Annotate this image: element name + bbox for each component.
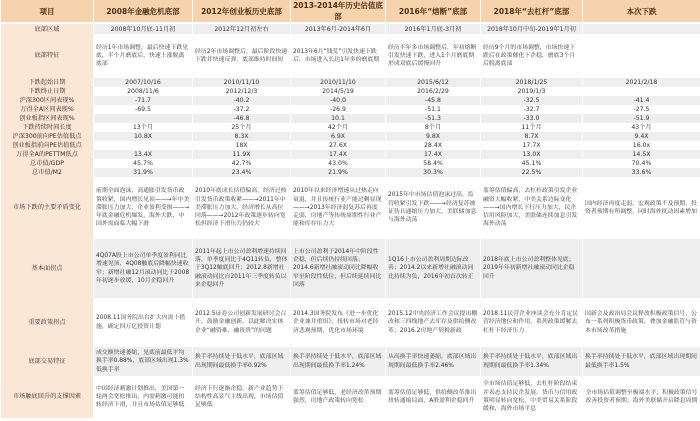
row-label: 总市值/M2 — [1, 168, 93, 177]
cell: 9.8X — [386, 132, 480, 141]
row-label: 基本面拐点 — [1, 239, 93, 298]
table-row-decline-duration — [1, 123, 700, 132]
cell: 2015年中市场估值泡沫过高，监管收紧引发下跌——→经济复苏被证伪且通缩压力加大，美联储加息与海外动荡 — [386, 177, 480, 239]
table-row-main-contradiction — [1, 177, 700, 239]
row-label: 创业板指前向PE估值低点 — [1, 141, 93, 150]
cell: 2015/6/12 — [386, 78, 480, 87]
row-label: 创业板指区间表现% — [1, 114, 93, 123]
cell: 2015.12中央经济工作会议提出棚改和三四线地产去库存及供给侧改革；2016.2房地产契税新政 — [386, 298, 480, 347]
cell: -45.8 — [386, 96, 480, 105]
cell: 2018年10月中旬-2019年1月初 — [481, 24, 582, 34]
cell: 58.4% — [386, 159, 480, 168]
cell: 22.5% — [481, 168, 582, 177]
cell: -51.3 — [386, 114, 480, 123]
cell: 2012年12月初左右 — [193, 24, 290, 34]
cell: 17.4X — [291, 150, 385, 159]
header-2012-bottom: 2012年创业板历史底部 — [193, 0, 290, 24]
cell: 经历2年市场调整后，最后阶段快速下跌并快速反弹，底部维持时间短 — [193, 34, 290, 78]
cell: 10.1 — [291, 114, 385, 123]
cell: 换手率持续处于低水平，底部区域出现期间最低换手率1.5% — [583, 347, 700, 376]
cell: 2016/2/29 — [386, 87, 480, 96]
row-label: 重要政策拐点 — [1, 298, 93, 347]
cell: 国内经济再度走弱，宏观政策不及预期，投资者预期有所调整，同时海外扰动因素增加 — [583, 177, 700, 239]
table-row-chinext-return — [1, 114, 700, 123]
cell: 23.4% — [193, 168, 290, 177]
cell: -26.9 — [291, 105, 385, 114]
header-2008-bottom: 2008年金融危机底部 — [94, 0, 192, 24]
table-row-hs300-return — [1, 96, 700, 105]
cell: 42.7% — [193, 159, 290, 168]
cell: 2013年6月-2014年6月 — [291, 24, 385, 34]
header-2016-bottom: 2016年“熔断”底部 — [386, 0, 480, 24]
row-label: 万得全A区间表现% — [1, 105, 93, 114]
row-label: 底部特征 — [1, 34, 93, 78]
cell — [583, 239, 700, 298]
cell: -40.0 — [291, 96, 385, 105]
row-label: 总市值/GDP — [1, 159, 93, 168]
cell: 2019/1/3 — [481, 87, 582, 96]
cell: 42个月 — [291, 123, 385, 132]
cell: -37.2 — [193, 105, 290, 114]
cell: 11.9X — [193, 150, 290, 159]
cell: 2018.11民营企业座谈会充分肯定民营经济地位和作用，系列政策缓解去杠杆下经济压力 — [481, 298, 582, 347]
table-row-policy-turning-point — [1, 298, 700, 347]
cell: 4Q07A股上市公司单季度盈利同比增速见顶，4Q08触底后降幅快速收窄；新增社融12月滚动同比于2008年初逐步放缓，10月企稳回升 — [94, 239, 192, 298]
cell: 8.3X — [193, 132, 290, 141]
cell: 9.4X — [583, 132, 700, 141]
cell — [94, 141, 192, 150]
cell: -46.8 — [193, 114, 290, 123]
cell: 13个月 — [94, 123, 192, 132]
cell: 换手率持续处于低水平，底部区域出现期间最低换手率1.24% — [291, 347, 385, 376]
cell: 经历半年多市场调整后，年初熔断引发快速下跌，进入1个月磨底期形成双底后缓慢回升 — [386, 34, 480, 78]
cell: -40.2 — [193, 96, 290, 105]
table-row-decline-start — [1, 78, 700, 87]
row-label: 万得全A的PETTM低点 — [1, 150, 93, 159]
cell: 2007/10/16 — [94, 78, 192, 87]
cell: 全市场估值调整至极端水平；积极政策信号改善投资者预期；海外美联储开启降息周期 — [583, 376, 700, 418]
cell: 经历1年市场调整，最后快速下跌见底，半个月磨底后，快速上涨脱离底部 — [94, 34, 192, 78]
cell: 2008/11/6 — [94, 87, 192, 96]
cell: 8个月 — [386, 123, 480, 132]
cell: 2021/2/18 — [583, 78, 700, 87]
cell: 25个月 — [193, 123, 290, 132]
cell: 8.7X — [481, 132, 582, 141]
row-label: 底部交易特征 — [1, 347, 93, 376]
cell: 45.7% — [94, 159, 192, 168]
cell: 换手率持续处于低水平，底部区域出现期间最低换手率0.92% — [193, 347, 290, 376]
cell: 蓝筹估值足够低，供给侧改革推出扭转通缩局面，A股盈利企稳回升 — [386, 376, 480, 418]
cell — [583, 24, 700, 34]
cell: 经济下行逐渐企稳，新产业趋势下结构性高景气主线出现，市场估值足够低 — [193, 376, 290, 418]
cell: 43.0% — [291, 159, 385, 168]
row-label: 沪深300区间表现% — [1, 96, 93, 105]
header-current-decline: 本次下跌 — [583, 0, 700, 24]
cell: -32.7 — [481, 105, 582, 114]
table-row-mcap-gdp — [1, 159, 700, 168]
cell: 成交额快速萎缩，见底前最低平均换手率0.88%，底部区域出现1.3%低换手率 — [94, 347, 192, 376]
table-row-bottom-region — [1, 24, 700, 34]
cell: 2008年10月底-11月初 — [94, 24, 192, 34]
cell: -69.5 — [94, 105, 192, 114]
cell: -27.5 — [583, 105, 700, 114]
cell: 2014.3国务院发布《进一步优化企业兼并重组》，扭转市场对老经济悲观预期，优化市场环境 — [291, 298, 385, 347]
header-item: 项目 — [1, 0, 93, 24]
cell: 2012.5证券公司创新发展研讨会召开，鼓励金融创新，以此解决实体企业“融资难、融资贵”的问题 — [193, 298, 290, 347]
cell: 中国经济刺激计划推出，美国第一轮两会宽松推出，内需刺激可能扭转经济下滑，并且市场估值足够低 — [94, 376, 192, 418]
cell: 13.0X — [481, 150, 582, 159]
table-row-chinext-pe-low — [1, 141, 700, 150]
row-label: 市场触底回升的支撑因素 — [1, 376, 93, 418]
cell: 蓝筹估值偏高，去杠杆政策引发企业融资大幅收紧，中美关系边际变化——→国内增长下行压力加大，民企信用风险加大，美联储连续加息引发海外动荡 — [481, 177, 582, 239]
cell: 2011年起上市公司盈利增速持续回落，单季度同比于4Q11转负，整体于3Q12触底回升；2012.8新增社融滚动同比自2011年三季度转负以来企稳回升 — [193, 239, 290, 298]
cell: 2016年1月底-3月初 — [386, 24, 480, 34]
cell: -51.1 — [386, 105, 480, 114]
cell: 换手率持续处于低水平，底部区域出现期间最低换手率1.34% — [481, 347, 582, 376]
cell: 全市场估值足够低，去杠杆阶段结束并表态支持民企发展，货币与信用政策明显转向宽松，中美贸易关系阶段缓和，海外市场平息 — [481, 376, 582, 418]
header-row — [1, 0, 700, 24]
cell: -51.9 — [583, 114, 700, 123]
row-label: 底部区域 — [1, 24, 93, 34]
table-row-bottom-trading — [1, 347, 700, 376]
cell: 21.9% — [291, 168, 385, 177]
cell: 2014/5/19 — [291, 87, 385, 96]
cell: 27.6X — [291, 141, 385, 150]
cell: 2008.11国务院出台扩大内需十措施，确定四万亿投资计划 — [94, 298, 192, 347]
cell: 16.0x — [583, 141, 700, 150]
row-label: 下跌持续时间长度 — [1, 123, 93, 132]
cell: -32.5 — [481, 96, 582, 105]
row-label: 下跌终止日期 — [1, 87, 93, 96]
cell: 70.4% — [583, 159, 700, 168]
cell: 经历9个月的市场调整，市场快速下跌后在政策催化下企稳，磨底3个月后脱离底部 — [481, 34, 582, 78]
cell: 2018年底上市公司盈利整体见底；2019年年初新增社融滚动同比企稳回升 — [481, 239, 582, 298]
header-2013-2014-bottom: 2013-2014年历史估值底部 — [291, 0, 385, 24]
table-row-mcap-m2 — [1, 168, 700, 177]
cell: 10.8X — [94, 132, 192, 141]
cell: 30.3% — [386, 168, 480, 177]
table-row-wind-a-pettm-low — [1, 150, 700, 159]
cell: 蓝筹估值足够低，老经济改革预期强烈，房地产政策转向宽松 — [291, 376, 385, 418]
cell: 43个月 — [583, 123, 700, 132]
cell: 国新会及政治局会议释放积极政策信号，公布一系列积极货币政策，叠加金融监管与资本市场改革措施 — [583, 298, 700, 347]
cell: 13.4X — [94, 150, 192, 159]
cell: 前期全面泡沫，高通胀引发货币政策收紧，国内增长见顶——→年中美滞胀压力加大，企业盈利受损——→年底金融危机爆发，海外大跌，中国外需面临大幅下滑 — [94, 177, 192, 239]
cell: 11个月 — [481, 123, 582, 132]
table-row-bottom-features — [1, 34, 700, 78]
cell: 31.9% — [94, 168, 192, 177]
cell: -71.7 — [94, 96, 192, 105]
cell: -41.4 — [583, 96, 700, 105]
cell: 45.1% — [481, 159, 582, 168]
cell: 6.9X — [291, 132, 385, 141]
cell: 2010/11/10 — [193, 78, 290, 87]
cell: 18X — [193, 141, 290, 150]
table-row-fundamental-turning-point — [1, 239, 700, 298]
cell: 17.4X — [386, 150, 480, 159]
cell: 33.6% — [583, 168, 700, 177]
cell: 2010/11/10 — [291, 78, 385, 87]
cell: 2010年以来经济增速从过热走向衰退，并且传统行业产能过剩显现——→2013年经济弱复苏后再度走弱，房地产等传统周期性行业产能和库存压力大 — [291, 177, 385, 239]
cell: 2010年底成长估值偏高，经济过热引发货币政策收紧——→2011年中美滞胀压力加大，经济增长从高位回落——→2012年政策逐步转向宽松但经济下滑压力仍较大 — [193, 177, 290, 239]
cell: 17.7X — [481, 141, 582, 150]
table-row-hs300-pe-low — [1, 132, 700, 141]
cell: 上市公司盈利于2014年中阶段性企稳，但后续仍持续回落；2014.6新增社融滚动同比降幅收窄至阶段性低位，但后续延续同比回落 — [291, 239, 385, 298]
row-label: 市场下跌的主要矛盾变化 — [1, 177, 93, 239]
row-label: 沪深300前向PE估值低点 — [1, 132, 93, 141]
cell: 2012/12/3 — [193, 87, 290, 96]
cell — [94, 114, 192, 123]
cell: 28.4X — [386, 141, 480, 150]
table-row-wind-a-return — [1, 105, 700, 114]
cell: 2018/1/25 — [481, 78, 582, 87]
cell: 从高换手率快速萎缩，底部区域出现期间最低换手率2.46% — [386, 347, 480, 376]
table-row-rebound-support — [1, 376, 700, 418]
cell: -33.0 — [481, 114, 582, 123]
cell — [583, 34, 700, 78]
cell: 14.5X — [583, 150, 700, 159]
table-row-decline-end — [1, 87, 700, 96]
cell — [583, 87, 700, 96]
cell: 1Q16上市公司盈利周期边际改善；2014.2以来新增社融滚动同比持续为负，2016年初首次转正 — [386, 239, 480, 298]
row-label: 下跌起始日期 — [1, 78, 93, 87]
cell: 2013年6月“钱荒”引发快速下跌后，市场进入长达1年多的磨底期 — [291, 34, 385, 78]
header-2018-bottom: 2018年“去杠杆”底部 — [481, 0, 582, 24]
